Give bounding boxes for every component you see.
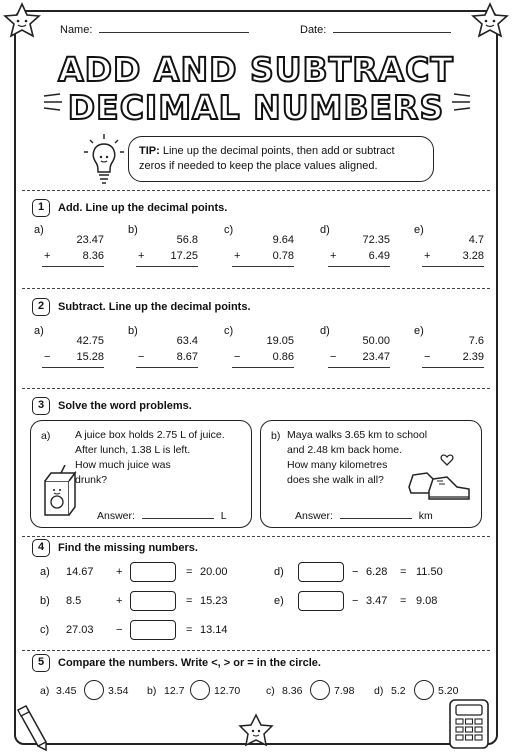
problem-label: d) <box>320 224 330 236</box>
word-problem-b <box>260 420 482 528</box>
result: 13.14 <box>200 624 228 636</box>
first-number: 9.64 <box>272 234 294 246</box>
answer-line[interactable] <box>136 367 198 368</box>
row-label: b) <box>40 595 50 607</box>
section-title: Solve the word problems. <box>58 400 192 412</box>
operator: − <box>138 351 145 363</box>
left-operand: 8.5 <box>66 595 82 607</box>
first-number: 72.35 <box>362 234 390 246</box>
item-label: a) <box>40 685 50 697</box>
right-operand: 6.28 <box>366 566 388 578</box>
result: 9.08 <box>416 595 438 607</box>
operator: + <box>44 250 51 262</box>
problem-label: a) <box>34 325 44 337</box>
second-number: 23.47 <box>362 351 390 363</box>
compare-circle[interactable] <box>84 680 104 700</box>
second-number: 2.39 <box>462 351 484 363</box>
section-number: 2 <box>32 298 50 316</box>
second-number: 8.67 <box>176 351 198 363</box>
answer-label: Answer: <box>295 510 333 522</box>
name-field[interactable] <box>60 24 249 36</box>
right-number: 3.54 <box>108 685 129 697</box>
problem-text: How many kilometres <box>287 459 388 471</box>
answer-line[interactable] <box>136 266 198 267</box>
equals-sign: = <box>186 566 193 578</box>
right-number: 5.20 <box>438 685 459 697</box>
operator: − <box>352 566 359 578</box>
vertical-problem <box>414 224 484 274</box>
second-number: 0.78 <box>272 250 294 262</box>
problem-text: A juice box holds 2.75 L of juice. <box>75 429 225 441</box>
right-number: 7.98 <box>334 685 355 697</box>
star-icon <box>468 0 512 40</box>
answer-line[interactable] <box>42 266 104 267</box>
result: 11.50 <box>416 566 443 578</box>
problem-label: d) <box>320 325 330 337</box>
answer-label: Answer: <box>97 510 135 522</box>
name-label: Name: <box>60 24 93 36</box>
divider <box>22 650 490 651</box>
star-icon <box>0 0 44 40</box>
problem-text: and 2.48 km back home. <box>287 444 402 456</box>
vertical-problem <box>128 325 198 375</box>
second-number: 15.28 <box>76 351 104 363</box>
right-operand: 3.47 <box>366 595 388 607</box>
sparkle-lines-icon <box>448 90 474 112</box>
first-number: 4.7 <box>468 234 484 246</box>
answer-field[interactable] <box>295 509 433 524</box>
answer-blank[interactable] <box>130 562 176 582</box>
result: 20.00 <box>200 566 228 578</box>
section-number: 4 <box>32 539 50 557</box>
vertical-problem <box>320 325 390 375</box>
result: 15.23 <box>200 595 228 607</box>
vertical-problem <box>224 325 294 375</box>
divider <box>22 190 490 191</box>
sneakers-icon <box>407 451 475 509</box>
first-number: 63.4 <box>176 335 198 347</box>
problem-label: e) <box>414 325 424 337</box>
first-number: 50.00 <box>362 335 390 347</box>
tip-box <box>128 136 434 182</box>
left-number: 3.45 <box>56 685 77 697</box>
second-number: 8.36 <box>82 250 104 262</box>
problem-label: b) <box>128 325 138 337</box>
left-number: 5.2 <box>391 685 406 697</box>
left-operand: 14.67 <box>66 566 94 578</box>
operator: − <box>44 351 51 363</box>
section-number: 3 <box>32 397 50 415</box>
left-operand: 27.03 <box>66 624 94 636</box>
item-label: c) <box>266 685 275 697</box>
operator: − <box>424 351 431 363</box>
second-number: 3.28 <box>462 250 484 262</box>
section-title: Find the missing numbers. <box>58 542 198 554</box>
problem-label: a) <box>34 224 44 236</box>
answer-line[interactable] <box>422 266 484 267</box>
sparkle-lines-icon <box>40 90 66 112</box>
vertical-problem <box>224 224 294 274</box>
item-label: d) <box>374 685 384 697</box>
answer-blank[interactable] <box>298 562 344 582</box>
left-number: 12.7 <box>164 685 185 697</box>
operator: + <box>116 566 123 578</box>
compare-circle[interactable] <box>414 680 434 700</box>
divider <box>22 288 490 289</box>
vertical-problem <box>414 325 484 375</box>
vertical-problem <box>34 325 104 375</box>
operator: + <box>330 250 337 262</box>
first-number: 7.6 <box>468 335 484 347</box>
equals-sign: = <box>186 595 193 607</box>
equals-sign: = <box>186 624 193 636</box>
section-title: Add. Line up the decimal points. <box>58 202 228 214</box>
problem-text: does she walk in all? <box>287 474 384 486</box>
page-subtitle: DECIMAL NUMBERS <box>67 88 445 127</box>
pencil-icon <box>12 704 52 752</box>
answer-line[interactable] <box>232 367 294 368</box>
page-title: ADD AND SUBTRACT <box>58 50 454 89</box>
section-number: 1 <box>32 199 50 217</box>
problem-label: b) <box>128 224 138 236</box>
second-number: 17.25 <box>170 250 198 262</box>
answer-line[interactable] <box>42 367 104 368</box>
left-number: 8.36 <box>282 685 303 697</box>
problem-label: a) <box>41 430 51 442</box>
problem-label: c) <box>224 325 234 337</box>
operator: − <box>116 624 123 636</box>
section-title: Compare the numbers. Write <, > or = in the circle. <box>58 657 321 669</box>
row-label: d) <box>274 566 284 578</box>
divider <box>22 388 490 389</box>
vertical-problem <box>128 224 198 274</box>
answer-line[interactable] <box>422 367 484 368</box>
first-number: 23.47 <box>76 234 104 246</box>
tip-text: Line up the decimal points, then add or subtract zeros if needed to keep the place values aligned. <box>139 145 395 172</box>
answer-line[interactable] <box>328 266 390 267</box>
first-number: 42.75 <box>76 335 104 347</box>
problem-text: After lunch, 1.38 L is left. <box>75 444 191 456</box>
right-number: 12.70 <box>214 685 241 697</box>
operator: + <box>234 250 241 262</box>
date-label: Date: <box>300 24 327 36</box>
row-label: c) <box>40 624 50 636</box>
unit-label: km <box>418 510 433 522</box>
answer-blank[interactable] <box>130 620 176 640</box>
answer-field[interactable] <box>97 509 227 524</box>
star-icon <box>236 712 276 750</box>
second-number: 6.49 <box>368 250 390 262</box>
problem-text: How much juice was <box>75 459 171 471</box>
vertical-problem <box>320 224 390 274</box>
problem-label: c) <box>224 224 234 236</box>
operator: − <box>330 351 337 363</box>
operator: − <box>234 351 241 363</box>
calculator-icon <box>446 696 492 752</box>
first-number: 19.05 <box>266 335 294 347</box>
word-problem-a <box>30 420 252 528</box>
juice-box-icon <box>39 465 79 521</box>
operator: + <box>116 595 123 607</box>
operator: − <box>352 595 359 607</box>
operator: + <box>138 250 145 262</box>
item-label: b) <box>147 685 157 697</box>
section-title: Subtract. Line up the decimal points. <box>58 301 251 313</box>
answer-blank[interactable] <box>130 591 176 611</box>
unit-label: L <box>220 510 227 522</box>
first-number: 56.8 <box>176 234 198 246</box>
answer-line[interactable] <box>232 266 294 267</box>
compare-row <box>40 680 480 702</box>
problem-text: drunk? <box>75 474 108 486</box>
problem-label: b) <box>271 430 281 442</box>
vertical-problem <box>34 224 104 274</box>
row-label: a) <box>40 566 50 578</box>
second-number: 0.86 <box>272 351 294 363</box>
tip-label: TIP: <box>139 145 160 157</box>
equals-sign: = <box>400 566 407 578</box>
date-field[interactable] <box>300 24 451 36</box>
lightbulb-icon <box>82 132 126 188</box>
section-number: 5 <box>32 654 50 672</box>
divider <box>22 536 490 537</box>
equals-sign: = <box>400 595 407 607</box>
row-label: e) <box>274 595 284 607</box>
answer-blank[interactable] <box>298 591 344 611</box>
problem-label: e) <box>414 224 424 236</box>
problem-text: Maya walks 3.65 km to school <box>287 429 428 441</box>
compare-circle[interactable] <box>310 680 330 700</box>
answer-line[interactable] <box>328 367 390 368</box>
compare-circle[interactable] <box>190 680 210 700</box>
operator: + <box>424 250 431 262</box>
